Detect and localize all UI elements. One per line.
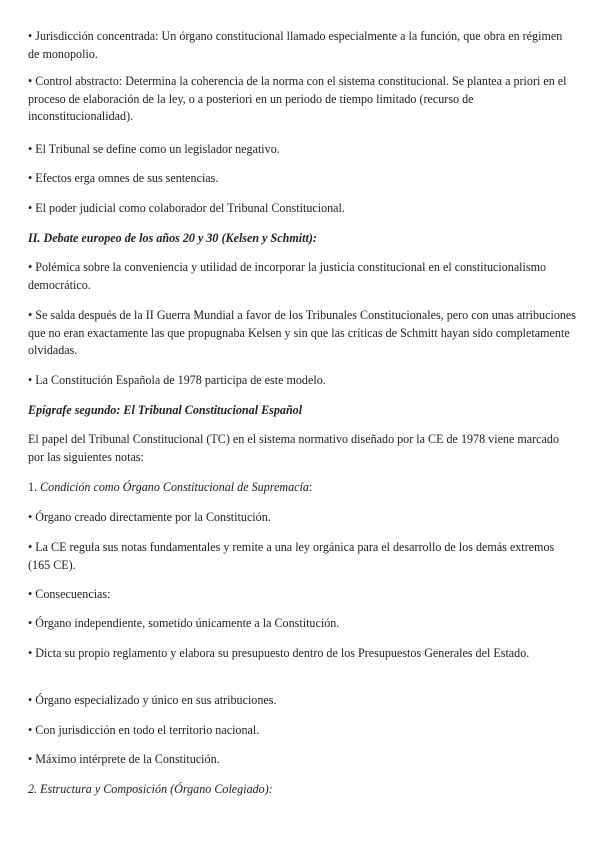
- heading-1-title: Condición como Órgano Constitucional de Supremacía: [40, 480, 309, 494]
- bullet-consecuencias: • Consecuencias:: [28, 587, 111, 601]
- bullet-legislador-negativo: • El Tribunal se define como un legislador negativo.: [28, 142, 280, 156]
- bullet-polemica: • Polémica sobre la conveniencia y utilidad de incorporar la justicia constitucional en el constitucionalismo democrático.: [28, 260, 547, 292]
- intro-paragraph-tc: El papel del Tribunal Constitucional (TC) en el sistema normativo diseñado por la CE de 1978 viene marcado por las siguientes notas:: [28, 432, 560, 464]
- bullet-se-salda: • Se salda después de la II Guerra Mundial a favor de los Tribunales Constitucionales, pero con unas atribuciones que no eran exactamente las que propugnaba Kelsen y sin que las críticas de Schmitt hayan sido completamente olvidadas.: [28, 308, 576, 357]
- numbered-heading-2: 2. Estructura y Composición (Órgano Colegiado):: [28, 782, 273, 796]
- bullet-reglamento-presupuesto: • Dicta su propio reglamento y elabora su presupuesto dentro de los Presupuestos Generales del Estado.: [28, 646, 530, 660]
- bullet-ce-regula: • La CE regula sus notas fundamentales y remite a una ley orgánica para el desarrollo de los demás extremos (165 CE).: [28, 540, 555, 572]
- bullet-organo-creado: • Órgano creado directamente por la Constitución.: [28, 510, 271, 524]
- bullet-jurisdiccion-concentrada: • Jurisdicción concentrada: Un órgano constitucional llamado especialmente a la función, que obra en régimen de monopolio.: [28, 29, 563, 61]
- section-heading-debate-europeo: II. Debate europeo de los años 20 y 30 (Kelsen y Schmitt):: [28, 231, 317, 245]
- bullet-maximo-interprete: • Máximo intérprete de la Constitución.: [28, 752, 220, 766]
- bullet-control-abstracto: • Control abstracto: Determina la coherencia de la norma con el sistema constitucional. Se plantea a priori en el proceso de elaboración de la ley, o a posteriori en un periodo de tiempo limitado (recurso de inconstitucionalidad).: [28, 74, 567, 123]
- bullet-constitucion-1978: • La Constitución Española de 1978 participa de este modelo.: [28, 373, 326, 387]
- bullet-efectos-erga-omnes: • Efectos erga omnes de sus sentencias.: [28, 171, 219, 185]
- bullet-organo-independiente: • Órgano independiente, sometido únicamente a la Constitución.: [28, 616, 340, 630]
- bullet-jurisdiccion-territorio: • Con jurisdicción en todo el territorio nacional.: [28, 723, 260, 737]
- heading-1-number: 1.: [28, 480, 41, 494]
- heading-1-suffix: :: [308, 480, 313, 494]
- bullet-organo-especializado: • Órgano especializado y único en sus atribuciones.: [28, 693, 277, 707]
- numbered-heading-1: [28, 479, 576, 497]
- bullet-poder-judicial: • El poder judicial como colaborador del Tribunal Constitucional.: [28, 201, 345, 215]
- section-heading-epigrafe-segundo: Epígrafe segundo: El Tribunal Constitucional Español: [28, 403, 303, 417]
